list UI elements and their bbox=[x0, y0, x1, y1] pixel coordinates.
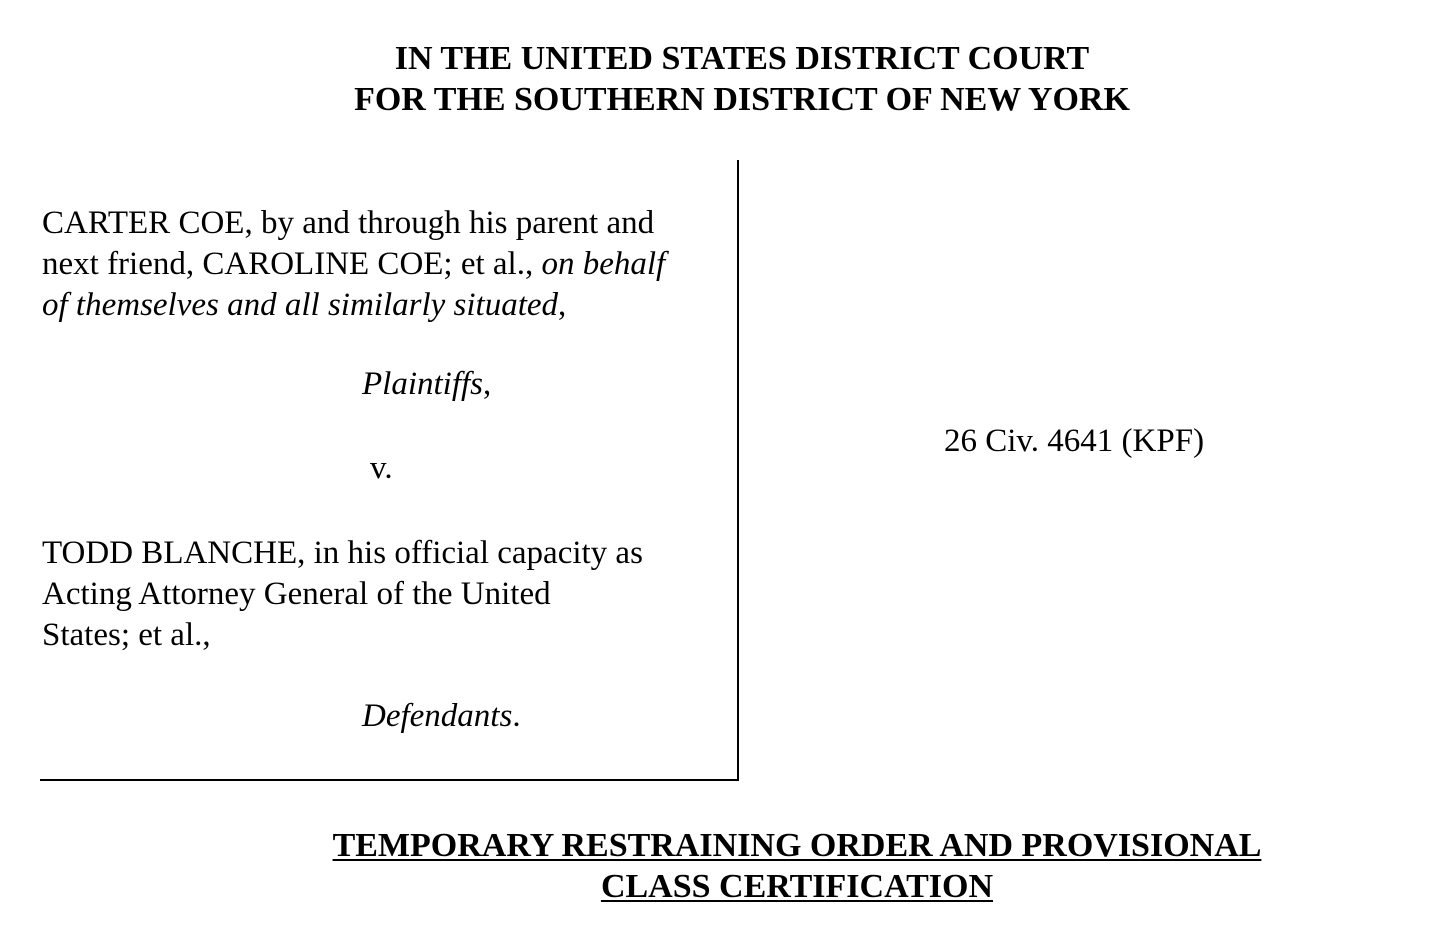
plaintiffs-line-2 bbox=[42, 244, 665, 285]
plaintiffs-line-3-end: , bbox=[558, 287, 567, 323]
defendants-line-3: States; et al., bbox=[42, 617, 211, 653]
plaintiffs-line-3 bbox=[42, 285, 665, 326]
defendants-line-1: TODD BLANCHE, in his official capacity as bbox=[42, 535, 643, 571]
court-name-line-2: FOR THE SOUTHERN DISTRICT OF NEW YORK bbox=[354, 81, 1130, 118]
plaintiffs-line-1: CARTER COE, by and through his parent and bbox=[42, 205, 655, 241]
plaintiffs-caption bbox=[42, 203, 665, 326]
defendants-caption bbox=[42, 533, 643, 656]
plaintiffs-line-2-italic: on behalf bbox=[541, 246, 666, 282]
case-number: 26 Civ. 4641 (KPF) bbox=[944, 423, 1205, 459]
defendants-role-punct: . bbox=[512, 698, 521, 734]
court-name-line-1: IN THE UNITED STATES DISTRICT COURT bbox=[394, 40, 1090, 77]
order-title bbox=[300, 825, 1294, 907]
order-title-line-1 bbox=[300, 825, 1294, 866]
plaintiffs-role-punct: , bbox=[483, 366, 492, 402]
defendants-line-2: Acting Attorney General of the United bbox=[42, 576, 551, 612]
order-title-line-2-text: CLASS CERTIFICATION bbox=[600, 868, 994, 905]
plaintiffs-line-3-italic: of themselves and all similarly situated bbox=[42, 287, 559, 323]
court-header bbox=[0, 38, 1456, 120]
order-title-line-1-text: TEMPORARY RESTRAINING ORDER AND PROVISIONAL bbox=[332, 827, 1262, 864]
versus-label: v. bbox=[370, 450, 393, 486]
plaintiffs-role-text: Plaintiffs bbox=[362, 366, 484, 402]
defendants-role-text: Defendants bbox=[362, 698, 513, 734]
order-title-line-2 bbox=[300, 866, 1294, 907]
defendants-role-label bbox=[362, 698, 521, 735]
plaintiffs-line-2-text: next friend, CAROLINE COE; et al., bbox=[42, 246, 542, 282]
plaintiffs-role-label bbox=[362, 366, 491, 403]
